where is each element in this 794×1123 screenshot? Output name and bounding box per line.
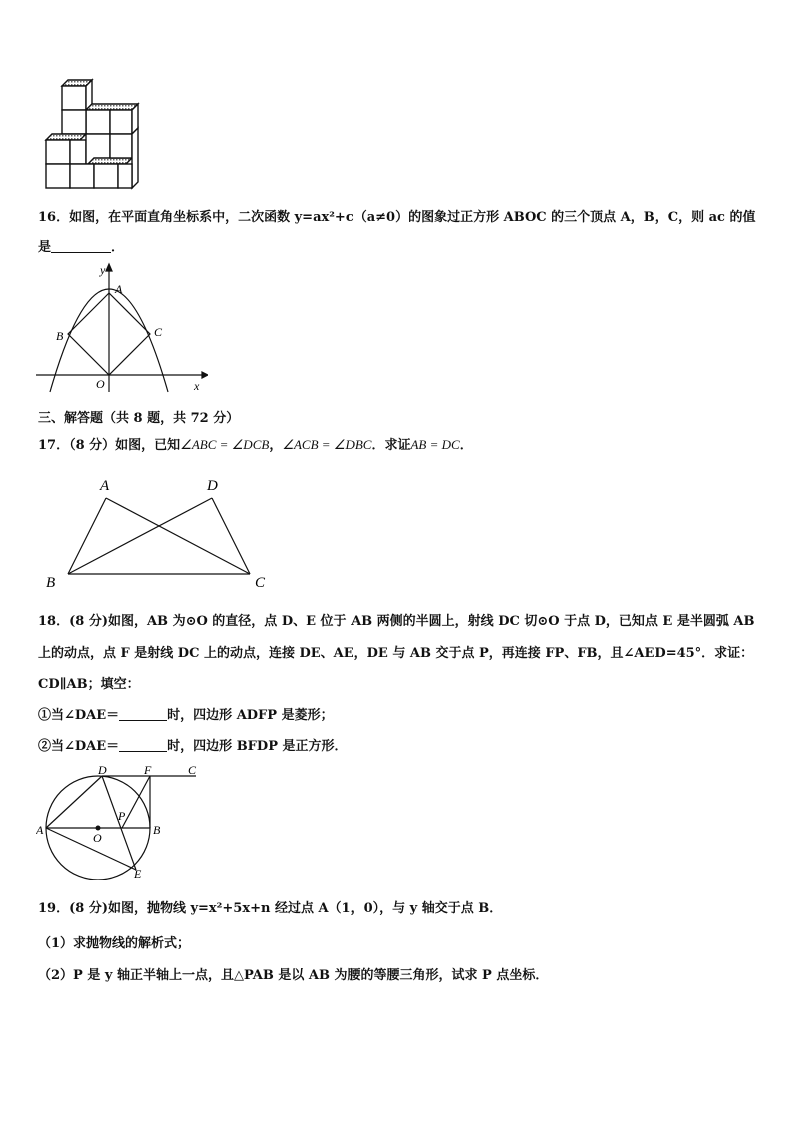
q17-sep: ，	[269, 438, 283, 453]
label-O: O	[96, 377, 105, 391]
q18-item2-blank	[119, 739, 167, 752]
q17-prefix: 17．（8 分）如图，已知	[38, 438, 181, 453]
q18-item2-suffix: 时，四边形 BFDP 是正方形．	[167, 739, 348, 754]
q18-line3: CD∥AB；填空：	[38, 677, 140, 692]
q17-triangles-figure	[40, 474, 276, 592]
label-F: F	[144, 763, 152, 777]
q16-parabola-figure	[36, 262, 208, 394]
q16-answer-blank	[51, 240, 111, 253]
label-E: E	[134, 867, 142, 880]
q16-line2	[38, 240, 124, 256]
q16-line2-prefix: 是	[38, 240, 52, 255]
q18-line1: 18．(8 分)如图，AB 为⊙O 的直径，点 D、E 位于 AB 两侧的半圆上，射线 DC 切⊙O 于点 D，已知点 E 是半圆弧 AB	[38, 614, 755, 629]
label-C: C	[188, 763, 197, 777]
q18-item1-suffix: 时，四边形 ADFP 是菱形；	[167, 708, 334, 723]
q18-item2-prefix: ②当∠DAE＝	[38, 739, 120, 754]
label-D: D	[98, 763, 107, 777]
label-x: x	[194, 379, 200, 393]
q19-part2: （2）P 是 y 轴正半轴上一点，且△PAB 是以 AB 为腰的等腰三角形，试求 P 点坐标．	[38, 968, 549, 983]
label-A: A	[36, 823, 44, 837]
q16-line2-suffix: ．	[111, 240, 125, 255]
label-D: D	[207, 478, 218, 494]
q17-mid: ．求证	[371, 438, 411, 453]
label-B: B	[46, 575, 56, 591]
section-3-heading: 三、解答题（共 8 题，共 72 分）	[38, 411, 240, 426]
label-y: y	[100, 263, 106, 277]
label-O: O	[93, 831, 102, 845]
q18-item2	[38, 739, 348, 755]
cube-stack-figure	[38, 78, 142, 196]
q18-item1-prefix: ①当∠DAE＝	[38, 708, 120, 723]
q17-end: ．	[459, 438, 473, 453]
x-axis-arrow-icon	[202, 372, 208, 378]
q18-line2: 上的动点，点 F 是射线 DC 上的动点，连接 DE、AE，DE 与 AB 交于点 P，再连接 FP、FB，且∠AED=45°．求证：	[38, 646, 754, 661]
label-C: C	[255, 575, 266, 591]
q17-goal: AB = DC	[410, 437, 460, 452]
q18-item1-blank	[119, 708, 167, 721]
label-P: P	[118, 809, 126, 823]
label-C: C	[154, 325, 163, 339]
q19-line1: 19．(8 分)如图，抛物线 y=x²+5x+n 经过点 A（1，0），与 y 轴交于点 B．	[38, 901, 503, 916]
y-axis-arrow-icon	[106, 264, 112, 271]
label-A: A	[100, 478, 110, 494]
label-B: B	[153, 823, 161, 837]
label-A: A	[115, 282, 123, 296]
q19-part1: （1）求抛物线的解析式；	[38, 936, 191, 951]
q17-condition-2: ∠ACB = ∠DBC	[282, 437, 372, 452]
q17-text	[38, 437, 473, 454]
center-point	[96, 826, 101, 831]
label-B: B	[56, 329, 64, 343]
q17-condition-1: ∠ABC = ∠DCB	[180, 437, 270, 452]
q16-line1: 16．如图，在平面直角坐标系中，二次函数 y=ax²+c（a≠0）的图象过正方形 ABOC 的三个顶点 A，B，C，则 ac 的值	[38, 210, 756, 225]
q18-item1	[38, 708, 334, 724]
q18-circle-figure	[36, 762, 204, 880]
